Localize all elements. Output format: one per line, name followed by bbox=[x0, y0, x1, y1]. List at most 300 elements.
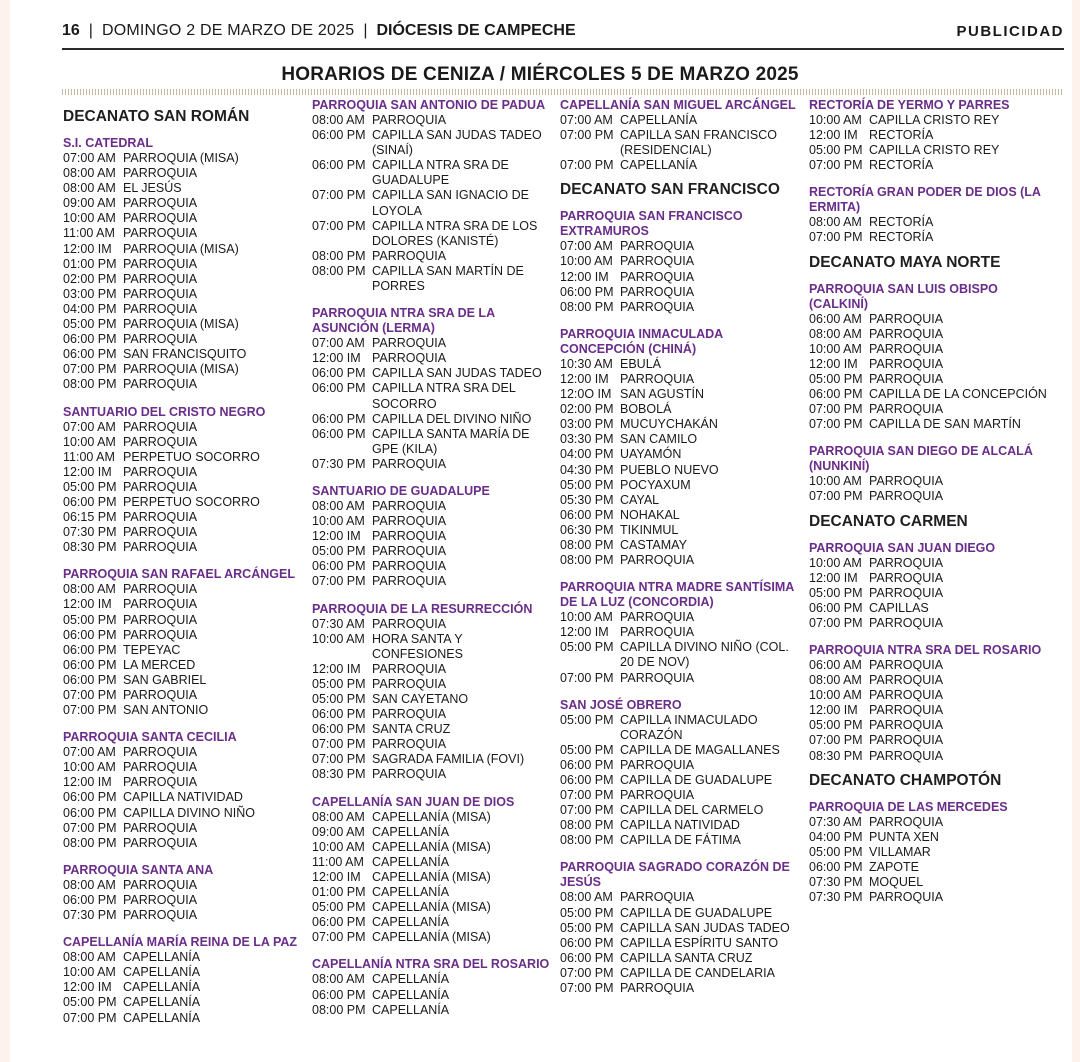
header-separator: | bbox=[88, 22, 93, 39]
service-location: PARROQUIA bbox=[372, 544, 447, 559]
service-time: 05:00 PM bbox=[63, 479, 117, 494]
header-separator: | bbox=[363, 22, 368, 39]
service-location: PARROQUIA bbox=[620, 269, 695, 284]
service-location: PARROQUIA bbox=[869, 402, 944, 417]
service-location: CAPELLANÍA (MISA) bbox=[372, 930, 491, 945]
service-time: 10:00 AM bbox=[560, 254, 613, 269]
schedule-row bbox=[560, 113, 800, 128]
service-time: 08:00 PM bbox=[63, 377, 117, 392]
schedule-row bbox=[560, 818, 800, 833]
service-time: 08:00 PM bbox=[560, 553, 614, 568]
service-location: CAPELLANÍA bbox=[123, 965, 201, 980]
service-location: PARROQUIA bbox=[620, 788, 695, 803]
service-location: UAYAMÓN bbox=[620, 447, 682, 462]
service-location: PARROQUIA bbox=[123, 434, 198, 449]
schedule-row bbox=[560, 553, 800, 568]
service-location: CAPELLANÍA (MISA) bbox=[372, 900, 491, 915]
service-location: CAPELLANÍA (MISA) bbox=[372, 839, 491, 854]
service-location: PARROQUIA bbox=[869, 371, 944, 386]
page-title: HORARIOS DE CENIZA / MIÉRCOLES 5 DE MARZO 2025 bbox=[281, 64, 799, 85]
schedule-row bbox=[63, 540, 303, 555]
schedule-row bbox=[809, 489, 1049, 504]
service-time: 01:00 PM bbox=[63, 256, 117, 271]
service-time: 07:00 PM bbox=[63, 820, 117, 835]
church-schedule bbox=[312, 602, 552, 783]
service-time: 10:00 AM bbox=[63, 211, 116, 226]
schedule-row bbox=[560, 523, 800, 538]
schedule-row bbox=[312, 632, 552, 662]
church-name: PARROQUIA SAN DIEGO DE ALCALÁ (NUNKINÍ) bbox=[809, 444, 1033, 474]
service-location: PARROQUIA bbox=[620, 254, 695, 269]
schedule-row bbox=[63, 510, 303, 525]
service-location: CAPILLA DEL CARMELO bbox=[620, 803, 764, 818]
service-location: PARROQUIA bbox=[869, 657, 944, 672]
service-time: 06:00 PM bbox=[63, 790, 117, 805]
service-location: CAPILLA SAN JUDAS TADEO (SINAÍ) bbox=[372, 128, 542, 158]
church-schedule bbox=[560, 327, 800, 568]
church-schedule bbox=[809, 800, 1049, 906]
schedule-row bbox=[809, 474, 1049, 489]
schedule-row bbox=[560, 463, 800, 478]
schedule-row bbox=[560, 921, 800, 936]
service-time: 12:00 IM bbox=[560, 269, 609, 284]
decanato-heading: DECANATO SAN ROMÁN bbox=[63, 108, 250, 125]
schedule-row bbox=[63, 995, 303, 1010]
schedule-row bbox=[809, 417, 1049, 432]
service-time: 10:00 AM bbox=[809, 555, 862, 570]
schedule-row bbox=[312, 381, 552, 411]
service-location: SAN CAMILO bbox=[620, 432, 698, 447]
church-name: PARROQUIA SANTA CECILIA bbox=[63, 730, 237, 745]
schedule-row bbox=[809, 830, 1049, 845]
church-name: SANTUARIO DE GUADALUPE bbox=[312, 483, 490, 498]
schedule-row bbox=[312, 915, 552, 930]
schedule-row bbox=[63, 332, 303, 347]
schedule-row bbox=[312, 559, 552, 574]
schedule-row bbox=[560, 951, 800, 966]
schedule-row bbox=[63, 287, 303, 302]
service-location: TEPEYAC bbox=[123, 642, 181, 657]
service-location: PARROQUIA bbox=[620, 553, 695, 568]
church-name: CAPELLANÍA NTRA SRA DEL ROSARIO bbox=[312, 957, 550, 972]
church-schedule bbox=[809, 98, 1049, 173]
schedule-row bbox=[560, 357, 800, 372]
schedule-row bbox=[809, 143, 1049, 158]
service-location: SAGRADA FAMILIA (FOVI) bbox=[372, 752, 525, 767]
schedule-row bbox=[809, 688, 1049, 703]
service-time: 07:00 PM bbox=[809, 158, 863, 173]
service-location: CAPILLA INMACULADO CORAZÓN bbox=[620, 712, 758, 742]
service-time: 06:30 PM bbox=[560, 522, 614, 537]
service-location: PARROQUIA bbox=[372, 336, 447, 351]
schedule-row bbox=[63, 908, 303, 923]
service-location: CAPELLANÍA bbox=[372, 972, 450, 987]
schedule-row bbox=[63, 1011, 303, 1026]
schedule-row bbox=[63, 362, 303, 377]
schedule-row bbox=[312, 457, 552, 472]
service-time: 10:00 AM bbox=[560, 610, 613, 625]
schedule-row bbox=[809, 158, 1049, 173]
service-time: 12:00 IM bbox=[809, 356, 858, 371]
service-time: 07:00 AM bbox=[63, 419, 116, 434]
service-time: 03:00 PM bbox=[63, 286, 117, 301]
service-time: 05:00 PM bbox=[560, 712, 614, 727]
schedule-row bbox=[63, 836, 303, 851]
service-location: PARROQUIA bbox=[372, 498, 447, 513]
service-time: 07:00 PM bbox=[63, 1010, 117, 1025]
schedule-row bbox=[809, 357, 1049, 372]
church-name: CAPELLANÍA SAN MIGUEL ARCÁNGEL bbox=[560, 98, 796, 112]
schedule-row bbox=[560, 833, 800, 848]
schedule-row bbox=[312, 972, 552, 987]
service-time: 05:00 PM bbox=[560, 640, 614, 655]
schedule-row bbox=[809, 601, 1049, 616]
church-name: PARROQUIA NTRA SRA DEL ROSARIO bbox=[809, 642, 1042, 657]
service-time: 08:00 PM bbox=[560, 537, 614, 552]
schedule-row bbox=[312, 574, 552, 589]
service-time: 12:00 IM bbox=[63, 597, 112, 612]
schedule-row bbox=[560, 300, 800, 315]
service-time: 07:00 PM bbox=[809, 230, 863, 245]
service-location: CAPILLA SAN IGNACIO DE LOYOLA bbox=[372, 188, 529, 218]
schedule-row bbox=[809, 860, 1049, 875]
service-time: 08:00 PM bbox=[312, 263, 366, 278]
schedule-row bbox=[312, 529, 552, 544]
service-location: SAN GABRIEL bbox=[123, 672, 207, 687]
service-location: CAPELLANÍA bbox=[123, 995, 201, 1010]
schedule-row bbox=[809, 875, 1049, 890]
church-name: SAN JOSÉ OBRERO bbox=[560, 697, 682, 712]
service-location: PARROQUIA bbox=[123, 877, 198, 892]
service-location: PARROQUIA bbox=[372, 737, 447, 752]
service-location: CAPELLANÍA (MISA) bbox=[372, 809, 491, 824]
service-location: CAPELLANÍA bbox=[372, 854, 450, 869]
service-location: CAYAL bbox=[620, 492, 660, 507]
schedule-row bbox=[312, 870, 552, 885]
service-time: 10:00 AM bbox=[809, 474, 862, 489]
service-location: CAPILLA ESPÍRITU SANTO bbox=[620, 935, 779, 950]
service-time: 07:30 PM bbox=[312, 456, 366, 471]
service-time: 12:00 IM bbox=[312, 869, 361, 884]
service-time: 06:00 PM bbox=[312, 987, 366, 1002]
service-time: 08:00 AM bbox=[63, 582, 116, 597]
service-time: 07:00 PM bbox=[312, 218, 366, 233]
service-location: PARROQUIA bbox=[123, 301, 198, 316]
service-location: PARROQUIA bbox=[372, 661, 447, 676]
service-time: 11:00 AM bbox=[312, 854, 364, 869]
schedule-row bbox=[560, 625, 800, 640]
schedule-row bbox=[560, 493, 800, 508]
church-schedule bbox=[560, 209, 800, 314]
service-time: 06:00 PM bbox=[312, 381, 366, 396]
service-time: 08:00 AM bbox=[312, 809, 365, 824]
service-location: CAPILLA NTRA SRA DE LOS DOLORES (KANISTÉ) bbox=[372, 218, 538, 248]
schedule-row bbox=[560, 758, 800, 773]
service-time: 06:00 PM bbox=[809, 859, 863, 874]
service-location: PARROQUIA bbox=[123, 597, 198, 612]
service-location: MOQUEL bbox=[869, 875, 924, 889]
service-time: 01:00 PM bbox=[312, 885, 366, 900]
service-time: 12:00 IM bbox=[809, 128, 858, 143]
schedule-column bbox=[809, 98, 1049, 905]
service-location: PARROQUIA bbox=[123, 908, 198, 923]
service-time: 07:30 PM bbox=[63, 908, 117, 923]
church-schedule bbox=[560, 698, 800, 849]
service-location: RECTORÍA bbox=[869, 158, 934, 173]
service-location: PARROQUIA bbox=[123, 540, 198, 555]
service-location: PARROQUIA bbox=[869, 311, 944, 326]
title-divider bbox=[62, 89, 1064, 95]
service-location: HORA SANTA Y CONFESIONES bbox=[372, 631, 463, 661]
church-name: RECTORÍA DE YERMO Y PARRES bbox=[809, 98, 1010, 112]
service-location: PARROQUIA bbox=[123, 627, 198, 642]
schedule-row bbox=[560, 447, 800, 462]
schedule-row bbox=[560, 773, 800, 788]
service-time: 07:00 PM bbox=[809, 615, 863, 630]
schedule-row bbox=[312, 158, 552, 188]
schedule-row bbox=[63, 420, 303, 435]
service-location: CAPELLANÍA bbox=[123, 1010, 201, 1025]
service-location: PARROQUIA bbox=[372, 559, 447, 574]
service-time: 06:00 PM bbox=[63, 805, 117, 820]
service-time: 08:30 PM bbox=[312, 767, 366, 782]
schedule-row bbox=[63, 658, 303, 673]
service-time: 05:00 PM bbox=[560, 905, 614, 920]
service-location: PARROQUIA bbox=[123, 286, 198, 301]
service-location: PARROQUIA bbox=[869, 890, 944, 905]
schedule-row bbox=[63, 257, 303, 272]
schedule-row bbox=[312, 514, 552, 529]
service-location: PARROQUIA bbox=[123, 745, 198, 760]
service-location: PARROQUIA bbox=[372, 248, 447, 263]
service-location: PARROQUIA bbox=[123, 256, 198, 271]
service-time: 12:00 IM bbox=[809, 570, 858, 585]
service-time: 08:00 AM bbox=[560, 890, 613, 905]
service-time: 10:00 AM bbox=[63, 434, 116, 449]
service-time: 10:30 AM bbox=[560, 356, 613, 371]
schedule-row bbox=[312, 113, 552, 128]
service-time: 08:00 AM bbox=[63, 950, 116, 965]
service-time: 07:00 AM bbox=[312, 336, 365, 351]
service-time: 07:00 PM bbox=[63, 688, 117, 702]
service-time: 08:00 AM bbox=[312, 113, 365, 127]
service-time: 07:00 PM bbox=[312, 752, 366, 767]
service-time: 12:00 IM bbox=[560, 371, 609, 386]
service-time: 06:00 PM bbox=[63, 627, 117, 642]
service-time: 12:00 IM bbox=[312, 529, 361, 544]
service-time: 08:00 AM bbox=[63, 166, 116, 181]
schedule-row bbox=[809, 230, 1049, 245]
schedule-row bbox=[312, 767, 552, 782]
service-location: PERPETUO SOCORRO bbox=[123, 449, 260, 464]
service-time: 06:00 PM bbox=[63, 672, 117, 687]
service-time: 10:00 AM bbox=[809, 113, 862, 127]
service-time: 11:00 AM bbox=[63, 226, 115, 241]
schedule-row bbox=[63, 166, 303, 181]
service-time: 06:00 PM bbox=[312, 128, 366, 143]
service-time: 06:00 PM bbox=[312, 722, 366, 737]
service-time: 08:00 AM bbox=[809, 673, 862, 688]
service-location: SAN CAYETANO bbox=[372, 692, 469, 706]
service-location: RECTORÍA bbox=[869, 230, 934, 245]
service-time: 07:00 PM bbox=[560, 128, 614, 143]
service-location: PARROQUIA bbox=[869, 748, 944, 763]
service-location: EL JESÚS bbox=[123, 181, 182, 196]
schedule-row bbox=[560, 743, 800, 758]
service-time: 07:00 AM bbox=[560, 239, 613, 254]
schedule-row bbox=[312, 544, 552, 559]
service-location: PUEBLO NUEVO bbox=[620, 462, 719, 477]
schedule-row bbox=[63, 760, 303, 775]
service-location: PARROQUIA bbox=[869, 733, 944, 748]
schedule-row bbox=[312, 128, 552, 158]
schedule-row bbox=[560, 981, 800, 996]
service-time: 10:00 AM bbox=[63, 965, 116, 980]
service-time: 08:00 AM bbox=[809, 215, 862, 230]
schedule-row bbox=[560, 478, 800, 493]
service-location: CAPILLA DE LA CONCEPCIÓN bbox=[869, 387, 1047, 402]
schedule-row bbox=[63, 745, 303, 760]
header-date: DOMINGO 2 DE MARZO DE 2025 bbox=[101, 22, 355, 39]
service-location: PARROQUIA bbox=[869, 570, 944, 585]
service-location: PARROQUIA bbox=[869, 688, 944, 703]
schedule-row bbox=[312, 930, 552, 945]
schedule-row bbox=[560, 372, 800, 387]
schedule-row bbox=[809, 128, 1049, 143]
service-location: CAPILLA NATIVIDAD bbox=[620, 818, 740, 833]
service-time: 07:00 PM bbox=[560, 803, 614, 818]
schedule-row bbox=[312, 737, 552, 752]
service-time: 06:00 PM bbox=[63, 494, 117, 509]
service-time: 05:30 PM bbox=[560, 492, 614, 507]
schedule-row bbox=[63, 893, 303, 908]
service-time: 07:00 PM bbox=[560, 965, 614, 980]
service-location: SAN ANTONIO bbox=[123, 703, 209, 718]
schedule-row bbox=[312, 692, 552, 707]
schedule-row bbox=[560, 906, 800, 921]
service-time: 08:00 PM bbox=[312, 1002, 366, 1017]
service-time: 05:00 PM bbox=[809, 143, 863, 158]
service-time: 07:00 PM bbox=[809, 489, 863, 504]
service-location: PARROQUIA bbox=[372, 574, 447, 589]
service-location: CAPILLA DE CANDELARIA bbox=[620, 965, 775, 980]
service-location: ZAPOTE bbox=[869, 859, 920, 874]
service-location: CAPILLA NTRA SRA DEL SOCORRO bbox=[372, 381, 516, 411]
schedule-row bbox=[560, 270, 800, 285]
schedule-row bbox=[63, 347, 303, 362]
service-location: SANTA CRUZ bbox=[372, 722, 451, 737]
service-location: PARROQUIA bbox=[123, 892, 198, 907]
service-location: CAPILLA SAN MARTÍN DE PORRES bbox=[372, 263, 524, 294]
church-schedule bbox=[63, 405, 303, 556]
schedule-row bbox=[312, 900, 552, 915]
service-time: 07:30 PM bbox=[63, 525, 117, 540]
service-location: SAN FRANCISQUITO bbox=[123, 347, 247, 362]
service-location: CAPELLANÍA bbox=[372, 824, 450, 839]
service-location: PARROQUIA bbox=[372, 707, 447, 722]
service-location: POCYAXUM bbox=[620, 477, 691, 492]
service-location: PARROQUIA bbox=[869, 585, 944, 600]
schedule-row bbox=[809, 733, 1049, 748]
church-schedule bbox=[809, 185, 1049, 245]
church-name: PARROQUIA SAGRADO CORAZÓN DE JESÚS bbox=[560, 860, 790, 890]
service-time: 08:00 AM bbox=[63, 181, 116, 196]
service-location: PARROQUIA bbox=[869, 474, 944, 489]
service-location: CAPILLA DIVINO NIÑO bbox=[123, 805, 255, 820]
church-schedule bbox=[312, 957, 552, 1017]
schedule-row bbox=[809, 556, 1049, 571]
schedule-column bbox=[560, 98, 800, 996]
schedule-row bbox=[809, 616, 1049, 631]
schedule-row bbox=[63, 465, 303, 480]
schedule-row bbox=[312, 249, 552, 264]
service-location: PARROQUIA (MISA) bbox=[123, 241, 239, 256]
service-time: 10:00 AM bbox=[312, 839, 365, 854]
service-time: 07:00 PM bbox=[560, 981, 614, 996]
service-location: PARROQUIA bbox=[869, 703, 944, 718]
church-schedule bbox=[63, 136, 303, 393]
church-name: PARROQUIA DE LAS MERCEDES bbox=[809, 799, 1008, 814]
service-location: CAPILLA DE MAGALLANES bbox=[620, 742, 780, 757]
schedule-row bbox=[63, 597, 303, 612]
church-schedule bbox=[809, 643, 1049, 764]
service-location: PARROQUIA bbox=[620, 239, 695, 254]
service-location: CAPILLA DEL DIVINO NIÑO bbox=[372, 411, 532, 426]
service-time: 05:00 PM bbox=[809, 371, 863, 386]
schedule-row bbox=[63, 272, 303, 287]
service-location: PARROQUIA bbox=[123, 419, 198, 434]
schedule-row bbox=[809, 718, 1049, 733]
service-location: RECTORÍA bbox=[869, 215, 934, 230]
service-location: RECTORÍA bbox=[869, 128, 934, 143]
service-location: PARROQUIA bbox=[372, 113, 447, 127]
schedule-row bbox=[560, 640, 800, 670]
service-location: CAPILLA CRISTO REY bbox=[869, 113, 1000, 127]
schedule-row bbox=[312, 412, 552, 427]
service-time: 06:00 PM bbox=[312, 411, 366, 426]
service-time: 06:00 PM bbox=[63, 332, 117, 347]
service-time: 09:00 AM bbox=[312, 824, 365, 839]
page-number: 16 bbox=[62, 22, 80, 39]
service-location: LA MERCED bbox=[123, 657, 196, 672]
service-time: 07:30 AM bbox=[312, 616, 365, 631]
schedule-column bbox=[312, 98, 552, 1018]
schedule-row bbox=[312, 366, 552, 381]
service-location: PARROQUIA bbox=[869, 341, 944, 356]
service-time: 02:00 PM bbox=[560, 402, 614, 417]
service-location: PARROQUIA bbox=[123, 271, 198, 286]
church-schedule bbox=[63, 730, 303, 851]
church-name: PARROQUIA SAN RAFAEL ARCÁNGEL bbox=[63, 567, 295, 582]
service-time: 07:30 AM bbox=[809, 814, 862, 829]
church-name: SANTUARIO DEL CRISTO NEGRO bbox=[63, 404, 266, 419]
church-name: PARROQUIA DE LA RESURRECCIÓN bbox=[312, 601, 533, 616]
schedule-row bbox=[312, 1003, 552, 1018]
decanato-heading: DECANATO CARMEN bbox=[809, 512, 968, 530]
service-location: PARROQUIA bbox=[123, 612, 198, 627]
schedule-row bbox=[63, 480, 303, 495]
service-time: 08:30 PM bbox=[809, 748, 863, 763]
schedule-row bbox=[560, 713, 800, 743]
service-location: PARROQUIA bbox=[620, 284, 695, 299]
service-location: PARROQUIA bbox=[620, 890, 695, 905]
service-location: CAPILLA SAN FRANCISCO (RESIDENCIAL) bbox=[620, 128, 777, 158]
schedule-row bbox=[809, 658, 1049, 673]
schedule-row bbox=[63, 950, 303, 965]
schedule-row bbox=[560, 402, 800, 417]
service-location: PARROQUIA bbox=[123, 510, 198, 525]
schedule-row bbox=[63, 878, 303, 893]
